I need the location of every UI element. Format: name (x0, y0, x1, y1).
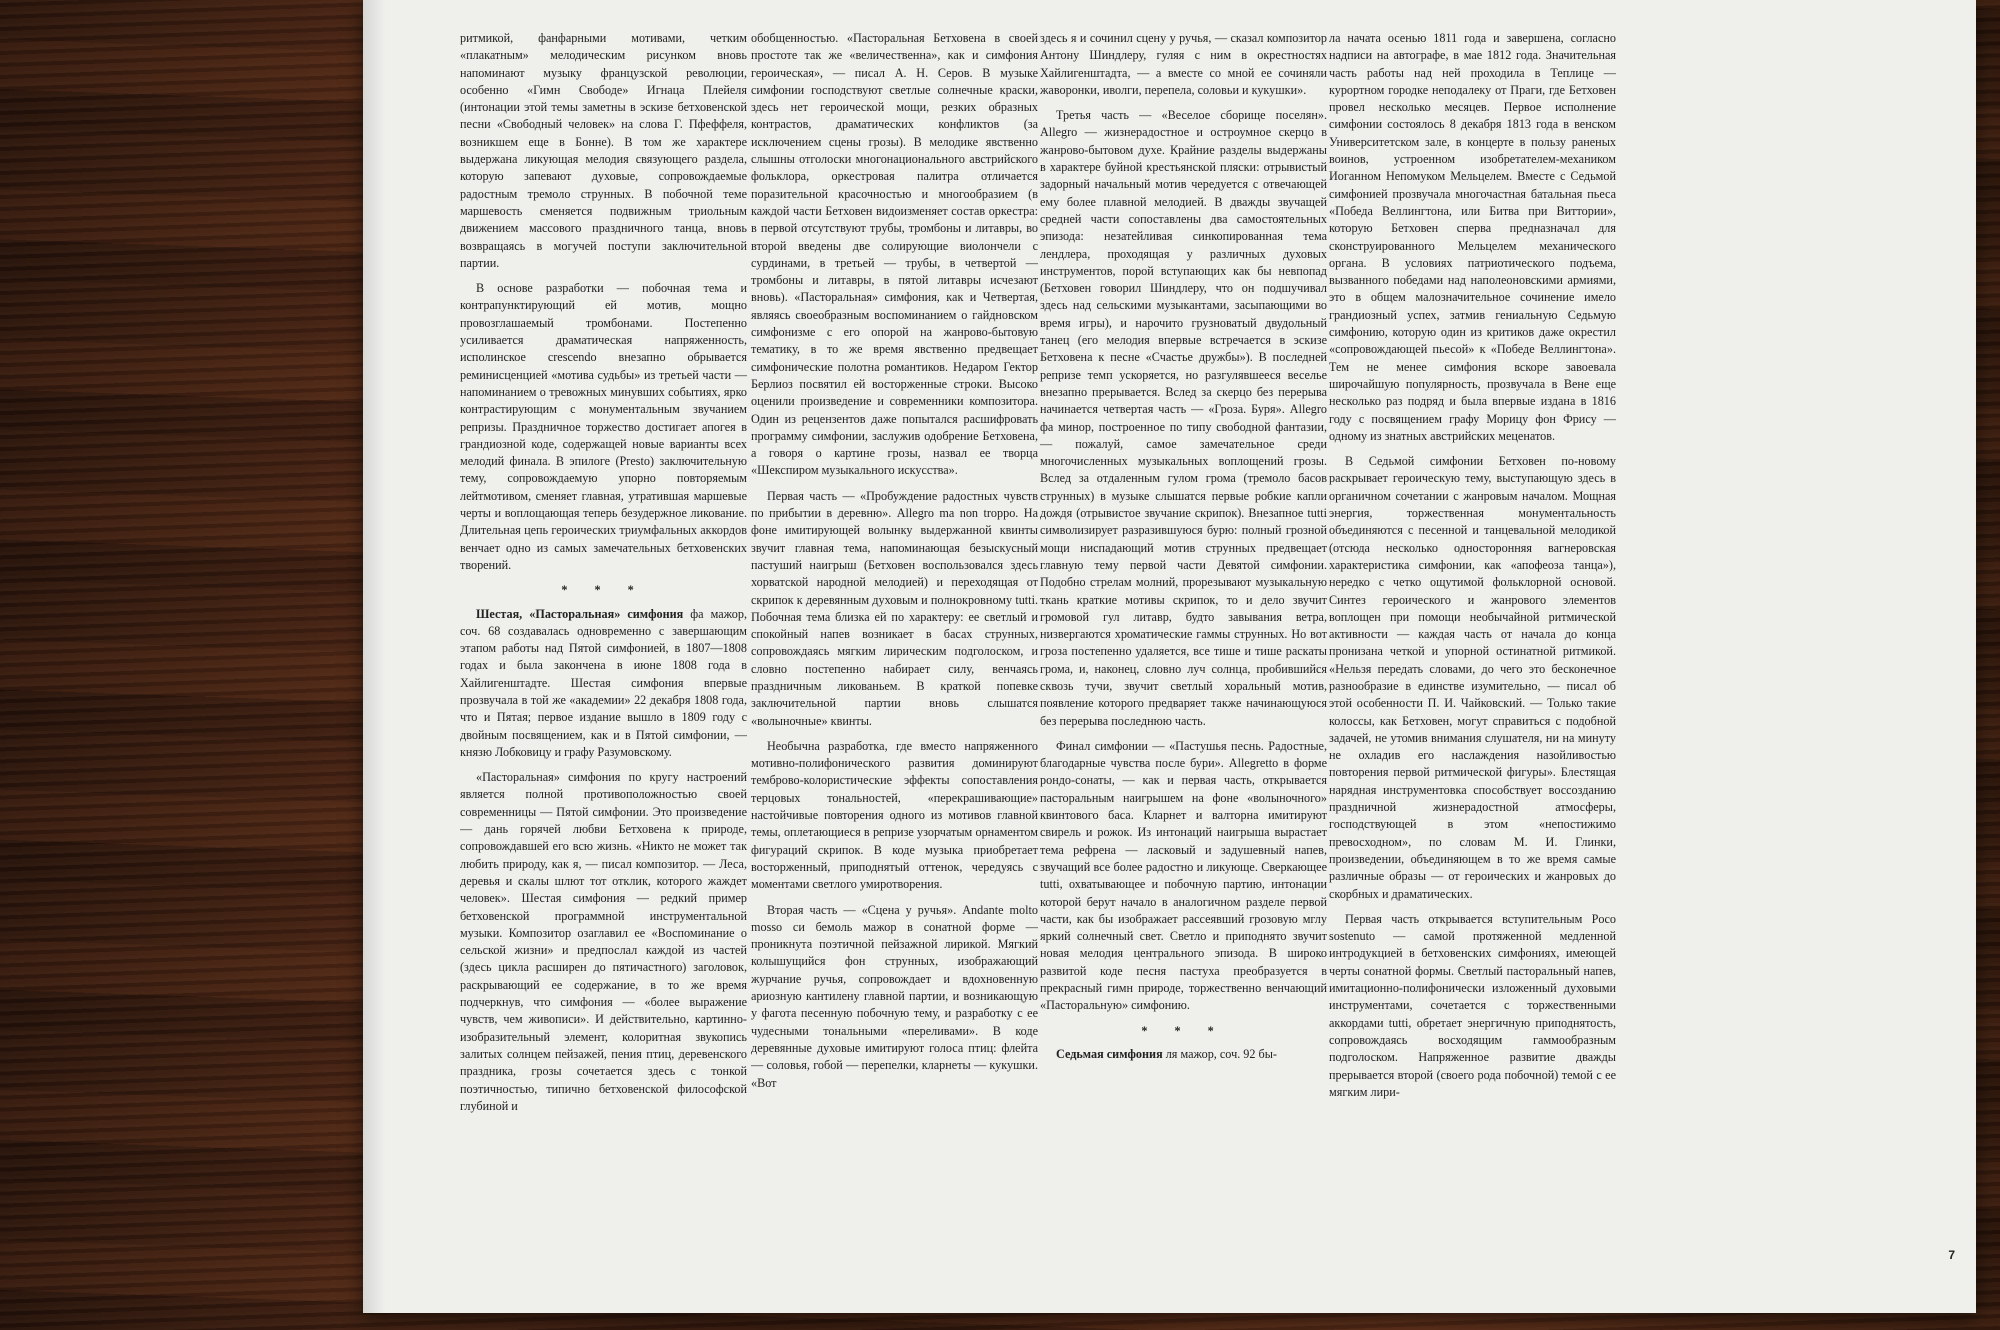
text-column-3 (1040, 30, 1327, 1223)
text-column-4 (1329, 30, 1616, 1223)
section-heading: Седьмая симфония (1056, 1046, 1163, 1061)
paragraph: здесь я и сочинил сцену у ручья, — сказал композитор Антону Шиндлеру, гуляя с ним в окрестностях Хайлигенштадта, — а вместе со мной ее сочиняли жаворонки, иволги, перепела, соловьи и кукушки». (1040, 31, 1327, 97)
paragraph: Первая часть — «Пробуждение радостных чувств по прибытии в деревню». Allegro ma non troppo. На фоне имитирующей волынку выдержанной квинты звучит главная тема, напоминающая безыскусный пастуший наигрыш (Бетховен воспользовался здесь хорватской народной мелодией) и переходящая от скрипок к деревянным духовым и полнокровному tutti. Побочная тема близка ей по характеру: ее светлый и спокойный напев возникает в басах струнных, сопровождаясь мягким лирическим подголоском, и словно постепенно набирает силу, венчаясь праздничным ликованьем. В краткой попевке заключительной партии вновь слышатся «волыночные» квинты. (751, 488, 1038, 728)
paragraph (460, 606, 747, 762)
paragraph: В Седьмой симфонии Бетховен по-новому раскрывает героическую тему, выступающую здесь в органичном сочетании с жанровым началом. Мощная энергия, торжественная монументальность объединяются с песенной и танцевальной мелодикой (отсюда несколько односторонняя вагнеровская характеристика симфонии, как «апофеоза танца»), нередко с четко ощутимой фольклорной основой. Синтез героического и жанрового элементов воплощен при помощи необычайной ритмической активности — каждая часть от начала до конца пронизана четкой и упорной остинатной ритмикой. «Нельзя передать словами, до чего это бесконечное разнообразие в единстве изумительно, — писал об этой особенности П. И. Чайковский. — Только такие колоссы, как Бетховен, могут справиться с подобной задачей, не утомив внимания слушателя, ни на минуту не охладив его наслаждения назойливостью повторения первой ритмической фигуры». Блестящая нарядная инструментовка способствует воссозданию праздничной жизнерадостной атмосферы, господствующей в этом «непостижимо превосходном», по словам М. И. Глинки, произведении, объединяющем в то же время самые различные образы — от героических и жанровых до скорбных и драматических. (1329, 454, 1616, 901)
text-column-2 (751, 30, 1038, 1223)
page-number: 7 (1948, 1248, 1955, 1262)
paragraph (1040, 1046, 1327, 1063)
paragraph: ла начата осенью 1811 года и завершена, согласно надписи на автографе, в мае 1812 года. Значительная часть работы над ней проходила в Теплице — курортном городке неподалеку от Праги, где Бетховен провел несколько месяцев. Первое исполнение симфонии состоялось 8 декабря 1813 года в венском Университетском зале, в концерте в пользу раненых воинов, устроенном изобретателем-механиком Иоганном Непомуком Мельцелем. Вместе с Седьмой симфонией прозвучала многочастная батальная пьеса «Победа Веллингтона, или Битва при Виттории», которую Бетховен сперва предназначал для сконструированного Мельцелем механического органа. В условиях патриотического подъема, вызванного победами над наполеоновскими армиями, это в общем малозначительное сочинение имело грандиозный успех, затмив гениальную Седьмую симфонию, которую один из критиков даже окрестил «сопровождающей пьесой» к «Победе Веллингтона». Тем не менее симфония вскоре завоевала широчайшую популярность, прозвучала в Вене еще несколько раз подряд и была впервые издана в 1816 году с посвящением графу Морицу фон Фрису — одному из знатных австрийских меценатов. (1329, 31, 1616, 443)
paragraph: «Пасторальная» симфония по кругу настроений является полной противоположностью своей современницы — Пятой симфонии. Это произведение — дань горячей любви Бетховена к природе, сопровождавшей его всю жизнь. «Никто не может так любить природу, как я, — писал композитор. — Леса, деревья и скалы шлют тот отклик, которого жаждет человек». Шестая симфония — редкий пример бетховенской программной инструментальной музыки. Композитор озаглавил ее «Воспоминание о сельской жизни» и предпослал каждой из частей (здесь цикла расширен до пятичастного) заголовок, раскрывающий ее содержание, в то же время подчеркнув, что симфония — «более выражение чувств, чем живописи». И действительно, картинно-изобразительный элемент, колоритная звукопись залитых солнцем пейзажей, пения птиц, деревенского праздника, грозы сочетается здесь с тонкой поэтичностью, типично бетховенской философской глубиной и (460, 770, 747, 1113)
paragraph-text: фа мажор, соч. 68 создавалась одновременно с завершающим этапом работы над Пятой симфонией, в 1807—1808 годах и была закончена в июне 1808 года в Хайлигенштадте. Шестая симфония впервые прозвучала в той же «академии» 22 декабря 1808 года, что и Пятая; первое издание вышло в 1809 году с двойным посвящением, как и в Пятой симфонии, — князю Лобковицу и графу Разумовскому. (460, 606, 747, 759)
paragraph: Первая часть открывается вступительным Poco sostenuto — самой протяженной медленной интродукцией в бетховенских симфониях, имеющей черты сонатной формы. Светлый пасторальный напев, имитационно-полифонически изложенный духовыми инструментами, сочетается с торжественными аккордами tutti, обретает энергичную приподнятость, сопровождаясь восходящим гаммообразным подголоском. Напряженное развитие дважды прерывается второй (своего рода побочной) темой с ее мягким лири- (1329, 911, 1616, 1099)
paragraph-text: ля мажор, соч. 92 бы- (1162, 1046, 1277, 1061)
paragraph: ритмикой, фанфарными мотивами, четким «плакатным» мелодическим рисунком вновь напоминают музыку французской революции, особенно «Гимн Свободе» Игнаца Плейеля (интонации этой темы заметны в эскизе бетховенской песни «Свободный человек» на слова Г. Пфеффеля, возникшем еще в Бонне). В том же характере выдержана ликующая мелодия связующего раздела, которую запевают духовые, сопровождаемые радостным тремоло струнных. В побочной теме маршевость сменяется подвижным триольным движением массового праздничного танца, вновь возвращаясь в могучей поступи заключительной партии. (460, 31, 747, 270)
text-column-1 (460, 30, 747, 1223)
paragraph: Третья часть — «Веселое сборище поселян». Allegro — жизнерадостное и остроумное скерцо в жанрово-бытовом духе. Крайние разделы выдержаны в характере буйной крестьянской пляски: отрывистый задорный начальный мотив чередуется с отвечающей ему более плавной мелодией. В дважды звучащей средней части сопоставлены два самостоятельных эпизода: незатейливая синкопированная тема лендлера, проходящая у различных духовых инструментов, порой вступающих как бы невпопад (Бетховен говорил Шиндлеру, что он подшучивал здесь над сельскими музыкантами, засыпающими во время игры), и нарочито грузноватый двудольный танец (его мелодия впервые встречается в эскизе Бетховена к песне «Счастье дружбы»). В последней репризе темп ускоряется, но разгулявшееся веселье внезапно прерывается. Вслед за скерцо без перерыва начинается четвертая часть — «Гроза. Буря». Allegro фа минор, построенное по типу свободной фантазии, — пожалуй, самое замечательное среди многочисленных музыкальных воплощений грозы. Вслед за отдаленным гулом грома (тремоло басов струнных) в музыке слышатся первые робкие капли дождя (отрывистое звучание скрипок). Внезапное tutti символизирует разразившуюся бурю: полный грозной мощи ниспадающий мотив струнных предвещает главную тему первой части Девятой симфонии. Подобно стрелам молний, прорезывают музыкальную ткань краткие мотивы скрипок, то и дело звучит громовой гул литавр, будто завывания ветра, низвергаются хроматические гаммы струнных. Но вот гроза постепенно удаляется, все тише и тише раскаты грома, и, наконец, словно луч солнца, пробившийся сквозь тучи, звучит светлый хоральный мотив, появление которого предваряет также начинающуюся без перерыва последнюю часть. (1040, 108, 1327, 728)
paragraph: Финал симфонии — «Пастушья песнь. Радостные, благодарные чувства после бури». Allegretto в форме рондо-сонаты, — как и первая часть, открывается пасторальным наигрышем на фоне «волыночного» квинтового баса. Кларнет и валторна имитируют свирель и рожок. Из интонаций наигрыша вырастает тема рефрена — ласковый и задушевный напев, звучащий все более радостно и ликующе. Сверкающее tutti, охватывающее и побочную партию, интонации которой берут начало в аналогичном разделе первой части, как бы изображает рассеявший грозовую мглу яркий солнечный свет. Светло и приподнято звучит новая мелодия центрального эпизода. В широко развитой коде песня пастуха преобразуется в прекрасный гимн природе, торжественно венчающий «Пасторальную» симфонию. (1040, 738, 1327, 1013)
section-heading: Шестая, «Пасторальная» симфония (476, 606, 684, 621)
section-divider: * * * (561, 583, 646, 598)
paragraph: Необычна разработка, где вместо напряженного мотивно-полифонического развития доминируют темброво-колористические эффекты сопоставления терцовых тональностей, «перекрашивающие» настойчивые повторения одного из мотивов главной темы, оплетающиеся в репризе узорчатым орнаментом фигураций скрипок. В коде музыка приобретает восторженный, приподнятый оттенок, чередуясь с моментами светлого умиротворения. (751, 738, 1038, 892)
document-page (363, 0, 1976, 1313)
section-divider: * * * (1141, 1023, 1226, 1038)
paragraph: обобщенностью. «Пасторальная Бетховена в своей простоте так же «величественна», как и симфония героическая», — писал А. Н. Серов. В музыке симфонии господствуют светлые солнечные краски, здесь нет героической мощи, резких образных контрастов, драматических конфликтов (за исключением сцены грозы). В мелодике явственно слышны отголоски многонационального австрийского фольклора, оркестровая палитра отличается поразительной красочностью и многообразием (в каждой части Бетховен видоизменяет состав оркестра: в первой отсутствуют трубы, тромбоны и литавры, во второй введены две солирующие виолончели с сурдинами, в третьей — трубы, в четвертой — тромбоны и литавры, в пятой литавры исчезают вновь). «Пасторальная» симфония, как и Четвертая, являясь своеобразным воспоминанием о гайдновском симфонизме с его опорой на жанрово-бытовую тематику, в то же время явственно предвещает симфонические полотна романтиков. Недаром Гектор Берлиоз посвятил ей восторженные строки. Высоко оценили произведение и современники композитора. Один из рецензентов даже попытался расшифровать программу симфонии, заслужив одобрение Бетховена, а говоря о картине грозы, назвал ее творца «Шекспиром музыкального искусства». (751, 31, 1038, 478)
paragraph: В основе разработки — побочная тема и контрапунктирующий ей мотив, мощно провозглашаемый тромбонами. Постепенно усиливается драматическая напряженность, исполинское crescendo внезапно обрывается реминисценцией «мотива судьбы» из третьей части — напоминанием о тревожных минувших событиях, ярко контрастирующим с монументальным звучанием репризы. Праздничное торжество достигает апогея в грандиозной коде, содержащей новые варианты всех мелодий финала. В эпилоге (Presto) заключительную тему, сопровождаемую упорно повторяемым лейтмотивом, сменяет главная, утратившая маршевые черты и воплощающая теперь безудержное ликование. Длительная цепь героических триумфальных аккордов венчает одно из самых замечательных бетховенских творений. (460, 281, 747, 572)
paragraph: Вторая часть — «Сцена у ручья». Andante molto mosso си бемоль мажор в сонатной форме — проникнута поэтичной пейзажной лирикой. Мягкий колышущийся фон струнных, изображающий журчание ручья, сопровождает и вдохновенную ариозную кантилену главной партии, и возникающую у фагота песенную побочную тему, и разработку с ее чудесными тональными «переливами». В коде деревянные духовые имитируют голоса птиц: флейта — соловья, гобой — перепелки, кларнеты — кукушки. «Вот (751, 902, 1038, 1090)
